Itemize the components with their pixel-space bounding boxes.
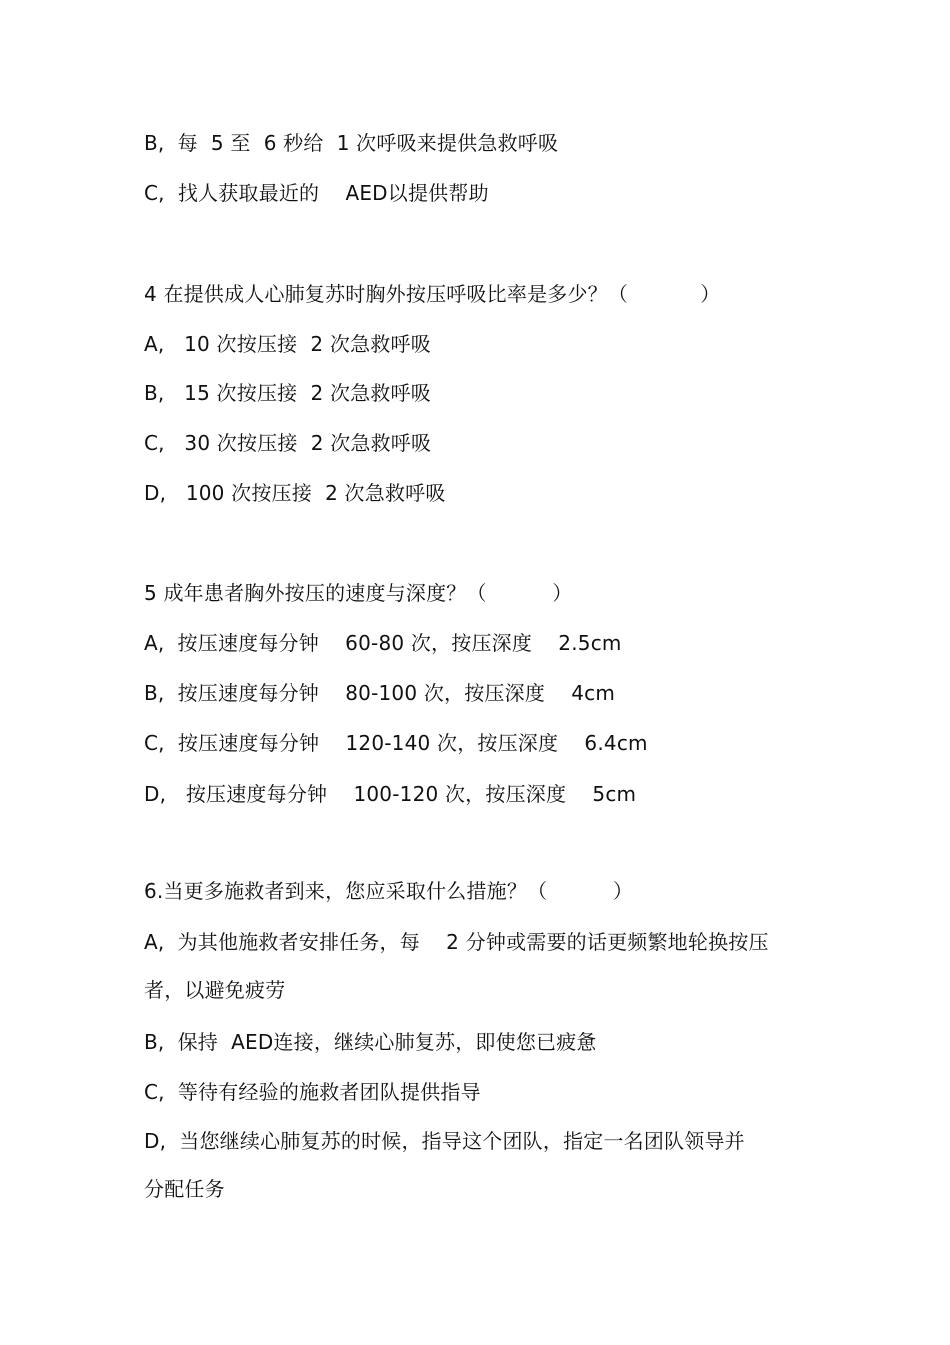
q4-question: 4 在提供成人心肺复苏时胸外按压呼吸比率是多少？（ ） xyxy=(144,282,721,306)
q4-option-c: C, 30 次按压接 2 次急救呼吸 xyxy=(144,431,432,455)
q6-option-a-line2: 者，以避免疲劳 xyxy=(144,978,286,1002)
q6-option-d-line2: 分配任务 xyxy=(144,1177,225,1201)
q6-question: 6.当更多施救者到来，您应采取什么措施？（ ） xyxy=(144,879,634,903)
q4-option-a: A, 10 次按压接 2 次急救呼吸 xyxy=(144,332,431,356)
q6-option-c: C, 等待有经验的施救者团队提供指导 xyxy=(144,1080,481,1104)
q6-option-d-line1: D, 当您继续心肺复苏的时候，指导这个团队，指定一名团队领导并 xyxy=(144,1129,745,1153)
q5-option-b: B, 按压速度每分钟 80-100 次，按压深度 4cm xyxy=(144,681,616,705)
q5-option-d: D, 按压速度每分钟 100-120 次，按压深度 5cm xyxy=(144,782,637,806)
q5-question: 5 成年患者胸外按压的速度与深度？（ ） xyxy=(144,581,573,605)
q6-option-a-line1: A, 为其他施救者安排任务，每 2 分钟或需要的话更频繁地轮换按压 xyxy=(144,930,769,954)
q4-option-d: D, 100 次按压接 2 次急救呼吸 xyxy=(144,481,446,505)
q4-option-b: B, 15 次按压接 2 次急救呼吸 xyxy=(144,381,431,405)
q3-option-b: B, 每 5 至 6 秒给 1 次呼吸来提供急救呼吸 xyxy=(144,131,559,155)
q6-option-b: B, 保持 AED连接，继续心肺复苏，即使您已疲惫 xyxy=(144,1030,597,1054)
q5-option-a: A, 按压速度每分钟 60-80 次，按压深度 2.5cm xyxy=(144,631,622,655)
q5-option-c: C, 按压速度每分钟 120-140 次，按压深度 6.4cm xyxy=(144,731,648,755)
q3-option-c: C, 找人获取最近的 AED以提供帮助 xyxy=(144,181,489,205)
